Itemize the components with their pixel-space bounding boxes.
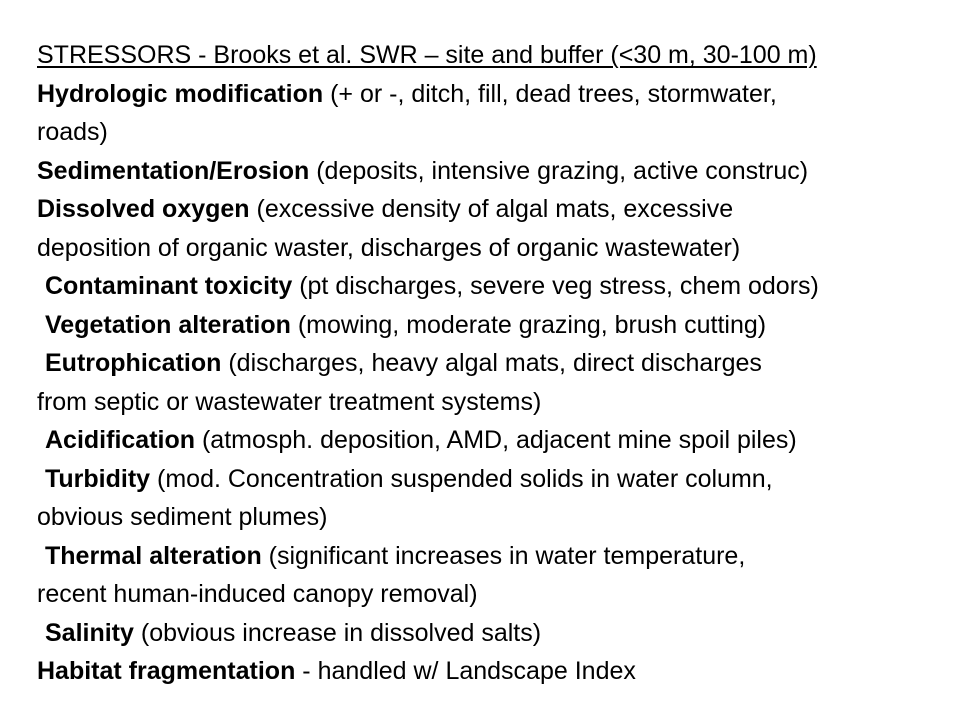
stressor-acidification	[37, 421, 937, 460]
stressor-description: (discharges, heavy algal mats, direct discharges	[221, 349, 762, 377]
stressor-description-continued: deposition of organic waster, discharges of organic wastewater)	[37, 233, 741, 262]
stressor-description: (pt discharges, severe veg stress, chem odors)	[292, 272, 819, 300]
slide-title: STRESSORS - Brooks et al. SWR – site and buffer (<30 m, 30-100 m)	[37, 41, 817, 69]
stressor-description: (mowing, moderate grazing, brush cutting)	[290, 310, 767, 339]
stressor-description-continued: from septic or wastewater treatment systems)	[37, 387, 542, 416]
stressor-term: Acidification	[45, 426, 196, 454]
stressor-description-continued: roads)	[37, 118, 108, 146]
stressor-description: - handled w/ Landscape Index	[295, 657, 636, 685]
stressor-term: Eutrophication	[45, 349, 222, 377]
stressor-description-continued: obvious sediment plumes)	[37, 503, 328, 531]
stressor-description: (excessive density of algal mats, excessive	[249, 195, 734, 223]
stressor-description: (mod. Concentration suspended solids in water column,	[150, 464, 773, 493]
stressor-term: Dissolved oxygen	[37, 195, 250, 223]
stressor-description-continued: recent human-induced canopy removal)	[37, 580, 478, 608]
stressor-dissolved-oxygen	[37, 190, 937, 229]
stressor-term: Habitat fragmentation	[37, 657, 296, 685]
stressor-description: (atmosph. deposition, AMD, adjacent mine spoil piles)	[195, 426, 797, 454]
stressor-term: Salinity	[45, 618, 134, 647]
stressor-term: Sedimentation/Erosion	[37, 156, 310, 185]
stressor-habitat-fragmentation	[37, 652, 937, 691]
stressor-sedimentation-erosion	[37, 152, 937, 191]
stressor-description: (+ or -, ditch, fill, dead trees, stormwater,	[323, 79, 777, 108]
stressor-term: Vegetation alteration	[45, 310, 291, 339]
stressor-term: Contaminant toxicity	[45, 272, 293, 300]
stressor-term: Turbidity	[45, 464, 151, 493]
stressor-description: (significant increases in water temperature,	[261, 541, 746, 570]
stressor-thermal-alteration	[37, 537, 937, 576]
stressor-hydrologic-modification	[37, 75, 937, 114]
stressor-turbidity	[37, 460, 937, 499]
stressor-term: Hydrologic modification	[37, 79, 324, 108]
stressor-description: (obvious increase in dissolved salts)	[133, 618, 542, 647]
stressor-contaminant-toxicity	[37, 267, 937, 306]
stressor-vegetation-alteration	[37, 306, 937, 345]
stressor-eutrophication	[37, 344, 937, 383]
stressor-description: (deposits, intensive grazing, active construc)	[309, 156, 809, 185]
slide-body	[37, 36, 937, 691]
stressor-salinity	[37, 614, 937, 653]
stressor-term: Thermal alteration	[45, 541, 262, 570]
